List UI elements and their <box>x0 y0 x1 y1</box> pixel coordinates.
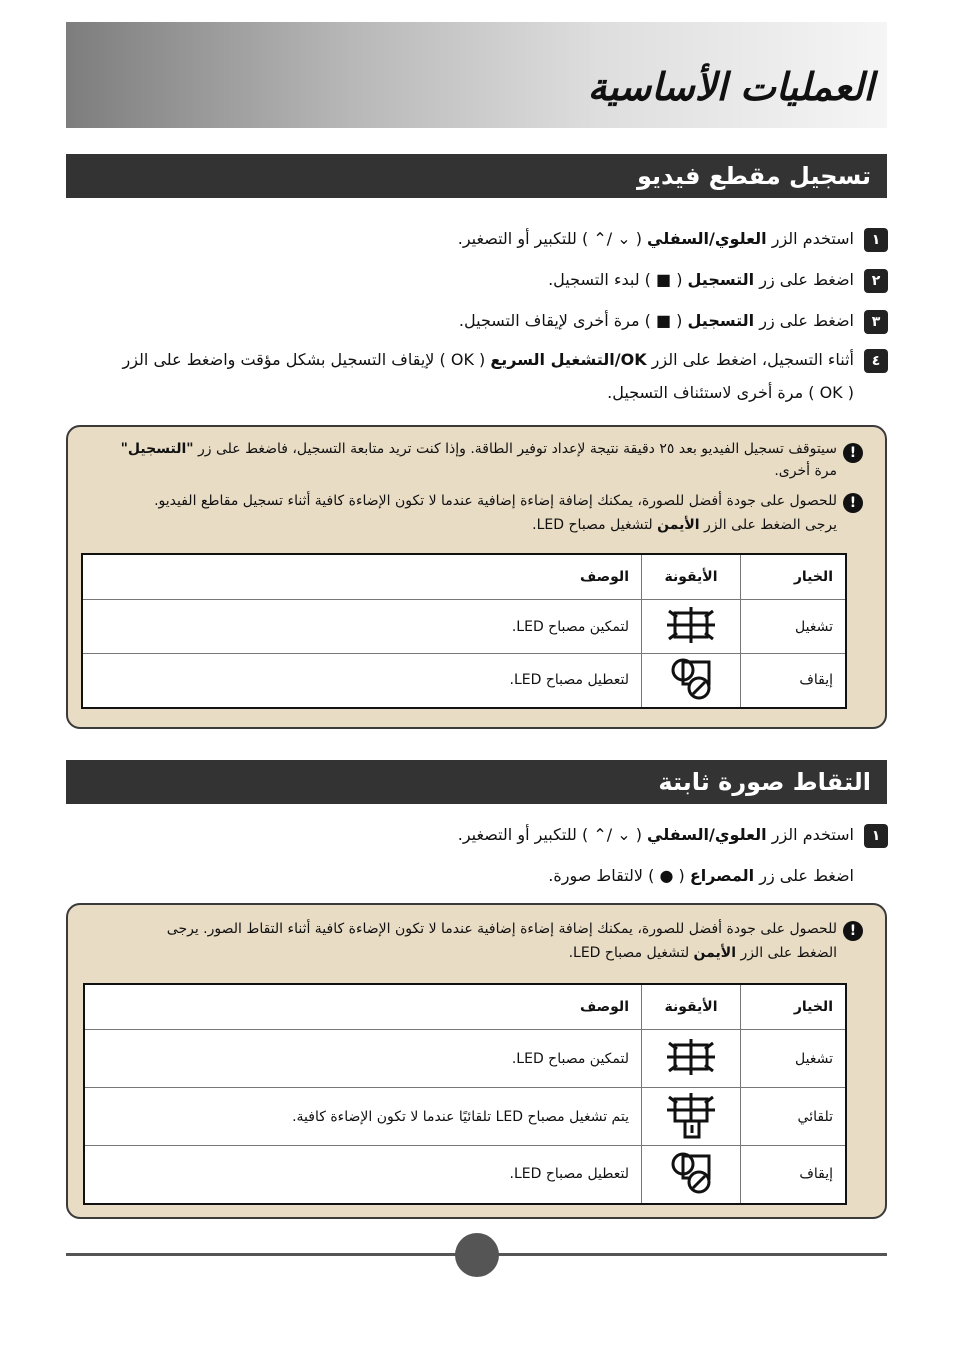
video-step-3: ٣اضغط على زر التسجيل ( ■ ) مرة أخرى لإيقاف التسجيل. <box>459 306 888 336</box>
photo-step-1: ١استخدم الزر العلوي/السفلي ( ⌄ /⌃ ) للتكبير أو التصغير. <box>458 820 888 850</box>
page-title: العمليات الأساسية <box>587 64 874 109</box>
table-header-row: الخيار الأيقونة الوصف <box>84 984 846 1030</box>
led-on-icon <box>642 1030 741 1088</box>
video-step-4: ٤أثناء التسجيل، اضغط على الزر OK/التشغيل السريع ( OK ) لإيقاف التسجيل بشكل مؤقت واضغط على الزر <box>122 345 888 375</box>
photo-led-table <box>83 983 847 1205</box>
table-row: تشغيل لتمكين مصباح LED. <box>84 1030 846 1088</box>
video-section-title: تسجيل مقطع فيديو <box>66 154 887 198</box>
photo-note-1: للحصول على جودة أفضل للصورة، يمكنك إضافة إضاءة إضافية عندما لا تكون الإضاءة كافية أثناء التقاط الصور. يرجى <box>166 921 837 937</box>
warning-icon: ! <box>843 921 863 941</box>
photo-note-box <box>66 903 887 1219</box>
video-note-2-line2: يرجى الضغط على الزر الأيمن لتشغيل مصباح LED. <box>532 517 837 533</box>
table-row: إيقاف لتعطيل مصباح LED. <box>84 1146 846 1204</box>
led-on-icon <box>642 600 741 654</box>
video-step-2: ٢اضغط على زر التسجيل ( ■ ) لبدء التسجيل. <box>548 265 888 295</box>
warning-icon: ! <box>843 443 863 463</box>
table-row: تلقائي يتم تشغيل مصباح LED تلقائيًا عندما لا تكون الإضاءة كافية. <box>84 1088 846 1146</box>
video-note-1-line2: مرة أخرى. <box>774 463 837 479</box>
photo-note-1-line2: الضغط على الزر الأيمن لتشغيل مصباح LED. <box>568 945 837 961</box>
warning-icon: ! <box>843 493 863 513</box>
video-led-table <box>81 553 847 709</box>
led-auto-icon <box>642 1088 741 1146</box>
photo-section-title: التقاط صورة ثابتة <box>66 760 887 804</box>
table-row: إيقاف لتعطيل مصباح LED. <box>82 654 846 708</box>
led-off-icon <box>642 1146 741 1204</box>
table-header-row: الخيار الأيقونة الوصف <box>82 554 846 600</box>
led-off-icon <box>642 654 741 708</box>
video-step-1: ١استخدم الزر العلوي/السفلي ( ⌄ /⌃ ) للتكبير أو التصغير. <box>458 224 888 254</box>
video-note-2: للحصول على جودة أفضل للصورة، يمكنك إضافة إضاءة إضافية عندما لا تكون الإضاءة كافية أثناء تسجيل مقاطع الفيديو. <box>154 493 837 509</box>
video-note-1: سيتوقف تسجيل الفيديو بعد ٢٥ دقيقة نتيجة لإعداد توفير الطاقة. وإذا كنت تريد متابعة التسجيل، فاضغط على زر "التسجيل" <box>120 441 837 457</box>
photo-step-2: اضغط على زر المصراع ( ● ) لالتقاط صورة. <box>548 866 854 885</box>
video-note-box <box>66 425 887 729</box>
table-row: تشغيل لتمكين مصباح LED. <box>82 600 846 654</box>
page-number-circle <box>455 1233 499 1277</box>
video-step-4-line2: ( OK ) مرة أخرى لاستئناف التسجيل. <box>607 383 854 402</box>
